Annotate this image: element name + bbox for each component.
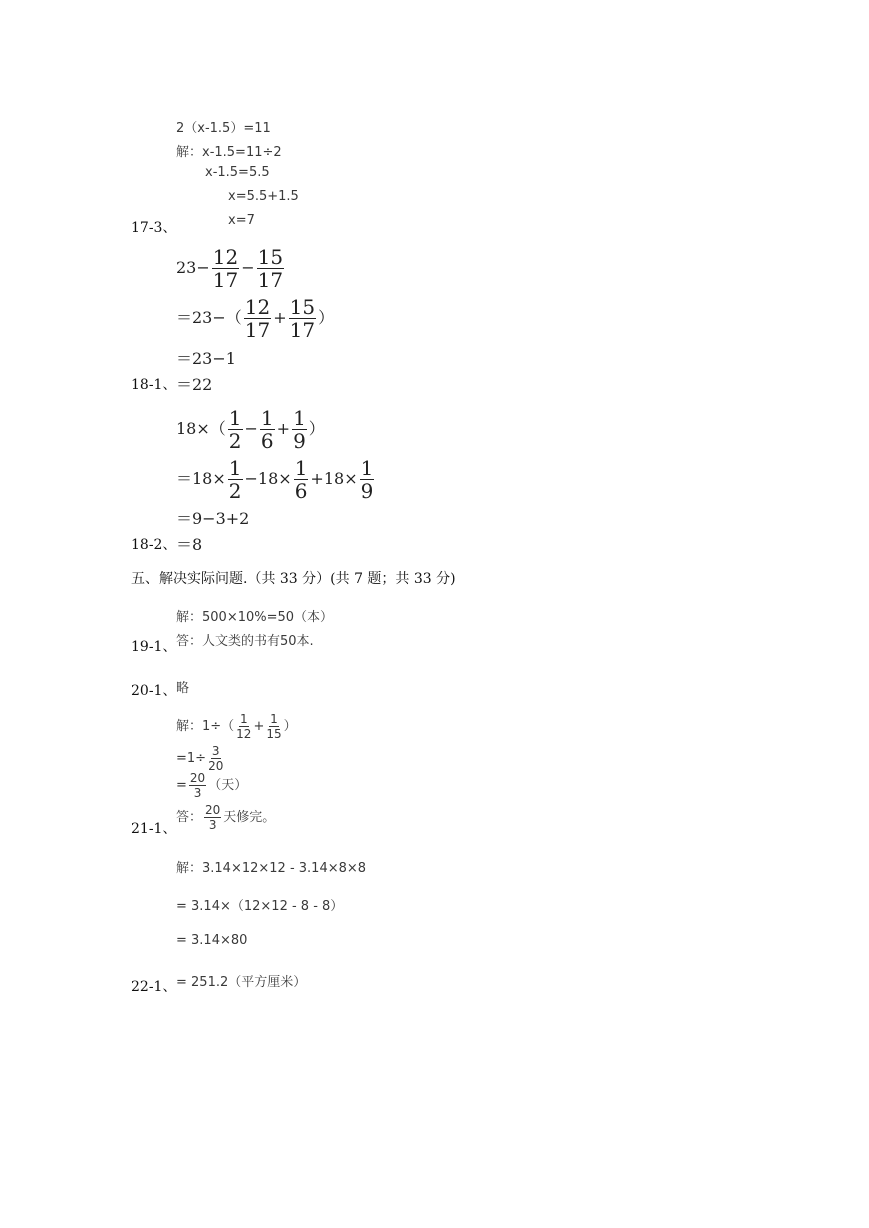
- q21-1-label: 21-1、: [131, 821, 177, 837]
- q22-1-line-3: = 3.14×80: [176, 933, 248, 948]
- q22-1-line-4: = 251.2（平方厘米）: [176, 975, 307, 990]
- fraction: $\frac{1}{9}$: [360, 456, 374, 503]
- fraction: $\frac{15}{17}$: [289, 295, 316, 342]
- fraction: $\frac{1}{12}$: [236, 712, 252, 741]
- q18-1-line-4: ＝22: [176, 375, 213, 394]
- q21-1-line-1: 解：1÷（ $\frac{1}{12}$ + $\frac{1}{15}$ ）: [176, 712, 297, 741]
- q20-1-label: 20-1、: [131, 683, 177, 699]
- fraction: $\frac{20}{3}$: [189, 771, 206, 800]
- q18-1-term: 23: [176, 258, 197, 277]
- section-5-title: 五、解决实际问题.（共 33 分）(共 7 题；共 33 分): [131, 571, 456, 587]
- fraction: $\frac{12}{17}$: [244, 295, 271, 342]
- q18-1-line-1: [176, 247, 286, 290]
- q17-3-line-3: x-1.5=5.5: [205, 165, 270, 180]
- q18-2-line-1: 18×（ $\frac{1}{2}$ − $\frac{1}{6}$ + $\frac{1}{9}$ ）: [176, 406, 325, 453]
- fraction: $\frac{3}{20}$: [208, 744, 224, 773]
- q17-3-line-1: 2（x-1.5）=11: [176, 121, 271, 136]
- q18-1-line-2: ＝23−（ $\frac{12}{17}$ + $\frac{15}{17}$ ）: [176, 295, 335, 342]
- q17-3-line-5: x=7: [228, 213, 255, 228]
- q17-3-line-4: x=5.5+1.5: [228, 189, 299, 204]
- fraction: $\frac{1}{2}$: [228, 406, 242, 453]
- q18-2-label: 18-2、: [131, 537, 177, 553]
- q22-1-line-1: 解：3.14×12×12 - 3.14×8×8: [176, 861, 367, 876]
- q18-1-op: −: [241, 258, 255, 277]
- q20-1-text: 略: [176, 681, 190, 696]
- fraction: $\frac{1}{2}$: [228, 456, 242, 503]
- fraction: $\frac{1}{9}$: [293, 406, 306, 453]
- q19-1-label: 19-1、: [131, 639, 177, 655]
- q19-1-line-2: 答：人文类的书有50本.: [176, 634, 314, 649]
- q18-2-line-4: ＝8: [176, 535, 203, 554]
- q18-1-line-3: ＝23−1: [176, 349, 236, 368]
- q22-1-line-2: = 3.14×（12×12 - 8 - 8）: [176, 899, 344, 914]
- q21-1-line-3: = $\frac{20}{3}$ （天）: [176, 771, 248, 800]
- fraction: $\frac{1}{6}$: [294, 456, 308, 503]
- q18-1-label: 18-1、: [131, 377, 177, 393]
- q19-1-line-1: 解：500×10%=50（本）: [176, 610, 334, 625]
- q18-2-line-3: ＝9−3+2: [176, 509, 250, 528]
- q18-1-op: −: [196, 258, 210, 277]
- q22-1-label: 22-1、: [131, 979, 177, 995]
- q18-2-line-2: ＝18× $\frac{1}{2}$ −18× $\frac{1}{6}$ +18× $\frac{1}{9}$: [176, 456, 374, 503]
- q17-3-label: 17-3、: [131, 220, 177, 236]
- fraction: $\frac{12}{17}$: [212, 245, 239, 292]
- fraction: $\frac{15}{17}$: [257, 245, 284, 292]
- q21-1-line-4: 答： $\frac{20}{3}$ 天修完。: [176, 803, 276, 832]
- q17-3-line-2: 解：x-1.5=11÷2: [176, 145, 282, 160]
- fraction: $\frac{1}{15}$: [266, 712, 282, 741]
- fraction: $\frac{1}{6}$: [260, 406, 274, 453]
- q21-1-line-2: =1÷ $\frac{3}{20}$: [176, 744, 224, 773]
- fraction: $\frac{20}{3}$: [205, 803, 221, 832]
